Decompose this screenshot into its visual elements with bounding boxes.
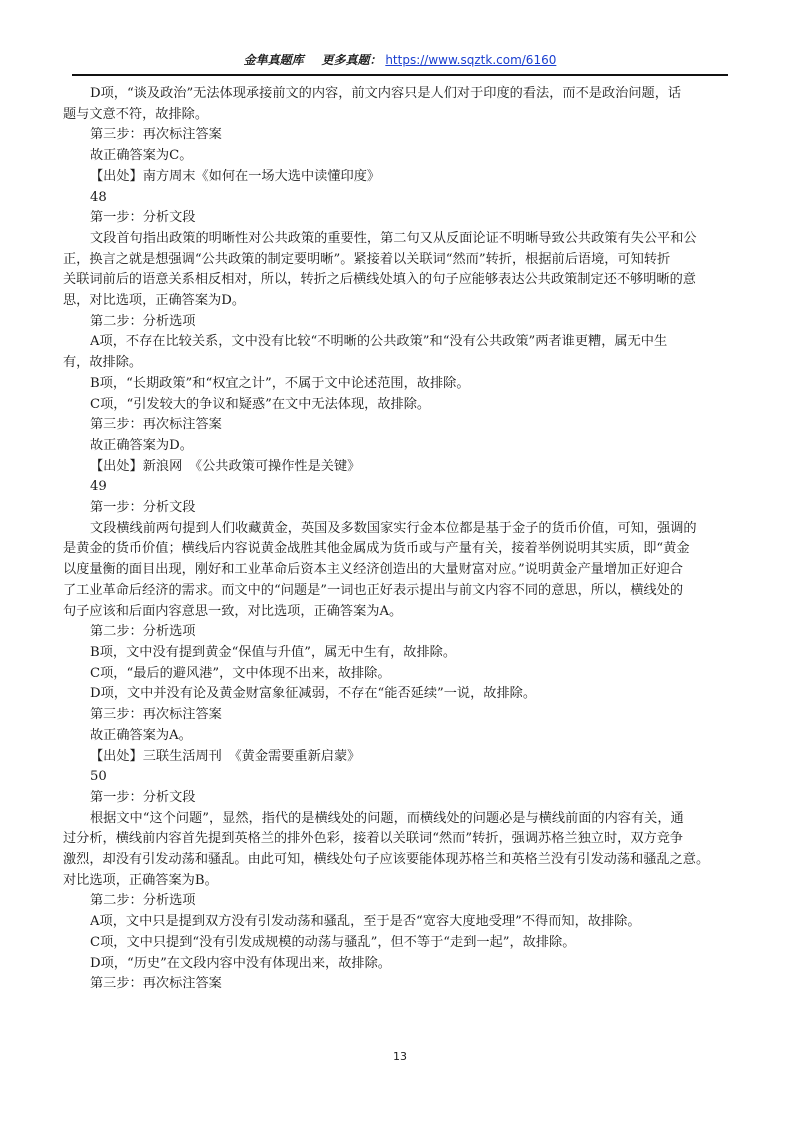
text-line: A项，不存在比较关系，文中没有比较“不明晰的公共政策”和“没有公共政策”两者谁更糟，属无中生 bbox=[90, 334, 668, 350]
text-line: 以度量衡的面目出现，刚好和工业革命后资本主义经济创造出的大量财富对应。”说明黄金产量增加正好迎合 bbox=[63, 562, 683, 578]
text-line: 文段首句指出政策的明晰性对公共政策的重要性，第二句又从反面论证不明晰导致公共政策有失公平和公 bbox=[90, 230, 697, 246]
text-line: 故正确答案为A。 bbox=[90, 727, 192, 743]
text-line: 第三步：再次标注答案 bbox=[90, 417, 222, 433]
page-number: 13 bbox=[393, 1050, 407, 1063]
text-line: 文段横线前两句提到人们收藏黄金，英国及多数国家实行金本位都是基于金子的货币价值，可知，强调的 bbox=[90, 520, 697, 536]
text-line: 过分析，横线前内容首先提到英格兰的排外色彩，接着以关联词“然而”转折，强调苏格兰独立时，双方竞争 bbox=[63, 831, 684, 847]
text-line: A项，文中只是提到双方没有引发动荡和骚乱，至于是否“宽容大度地受理”不得而知，故排除。 bbox=[90, 914, 641, 930]
text-line: 第三步：再次标注答案 bbox=[90, 707, 222, 723]
text-line: 故正确答案为C。 bbox=[90, 148, 193, 164]
text-line: 【出处】新浪网 《公共政策可操作性是关键》 bbox=[90, 458, 361, 474]
question-number: 48 bbox=[90, 189, 107, 205]
text-line: C项，文中只提到“没有引发成规模的动荡与骚乱”，但不等于“走到一起”，故排除。 bbox=[90, 934, 576, 950]
text-line: 第一步：分析文段 bbox=[90, 210, 196, 226]
text-line: D项，“历史”在文段内容中没有体现出来，故排除。 bbox=[90, 955, 391, 971]
question-number: 49 bbox=[90, 479, 107, 495]
document-body bbox=[63, 84, 730, 995]
page-header bbox=[72, 50, 728, 76]
text-line: 正，换言之就是想强调“公共政策的制定要明晰”。紧接着以关联词“然而”转折，根据前后语境，可知转折 bbox=[63, 251, 671, 267]
text-line: 故正确答案为D。 bbox=[90, 437, 193, 453]
text-line: D项，“谈及政治”无法体现承接前文的内容，前文内容只是人们对于印度的看法，而不是政治问题，话 bbox=[90, 86, 682, 101]
text-line: 对比选项，正确答案为B。 bbox=[63, 872, 218, 888]
text-line: 第一步：分析文段 bbox=[90, 789, 196, 805]
text-line: 【出处】南方周末《如何在一场大选中读懂印度》 bbox=[90, 168, 381, 184]
text-line: 是黄金的货币价值；横线后内容说黄金战胜其他金属成为货币或与产量有关，接着举例说明其实质，即“黄金 bbox=[63, 541, 690, 557]
text-line: D项，文中并没有论及黄金财富象征减弱，不存在“能否延续”一说，故排除。 bbox=[90, 686, 537, 702]
header-label: 更多真题： bbox=[321, 53, 382, 67]
text-line: 第二步：分析选项 bbox=[90, 313, 196, 329]
text-line: B项，“长期政策”和“权宜之计”，不属于文中论述范围，故排除。 bbox=[90, 375, 470, 391]
text-line: 了工业革命后经济的需求。而文中的“问题是”一词也正好表示提出与前文内容不同的意思，所以，横线处的 bbox=[63, 582, 684, 598]
text-line: 关联词前后的语意关系相反相对，所以，转折之后横线处填入的句子应能够表达公共政策制定还不够明晰的意 bbox=[63, 272, 696, 288]
text-line: 第二步：分析选项 bbox=[90, 893, 196, 909]
text-line: 第三步：再次标注答案 bbox=[90, 976, 222, 992]
text-line: 第三步：再次标注答案 bbox=[90, 127, 222, 143]
text-line: 第一步：分析文段 bbox=[90, 500, 196, 516]
header-brand: 金隼真题库 bbox=[243, 53, 304, 67]
text-line: 句子应该和后面内容意思一致，对比选项，正确答案为A。 bbox=[63, 603, 403, 619]
question-number: 50 bbox=[90, 769, 107, 785]
text-line: 第二步：分析选项 bbox=[90, 624, 196, 640]
text-line: 思，对比选项，正确答案为D。 bbox=[63, 293, 246, 309]
text-line: C项，“引发较大的争议和疑惑”在文中无法体现，故排除。 bbox=[90, 396, 431, 412]
text-line: 【出处】三联生活周刊 《黄金需要重新启蒙》 bbox=[90, 748, 361, 764]
text-line: 根据文中“这个问题”，显然，指代的是横线处的问题，而横线处的问题必是与横线前面的内容有关，通 bbox=[90, 810, 684, 826]
text-line: 题与文意不符，故排除。 bbox=[63, 106, 209, 122]
text-line: C项，“最后的避风港”，文中体现不出来，故排除。 bbox=[90, 665, 391, 681]
text-line: 有，故排除。 bbox=[63, 355, 143, 371]
text-line: 激烈，却没有引发动荡和骚乱。由此可知，横线处句子应该要能体现苏格兰和英格兰没有引发动荡和骚乱之意。 bbox=[63, 852, 710, 868]
header-link[interactable]: https://www.sqztk.com/6160 bbox=[385, 53, 557, 67]
text-line: B项，文中没有提到黄金“保值与升值”，属无中生有，故排除。 bbox=[90, 644, 457, 660]
